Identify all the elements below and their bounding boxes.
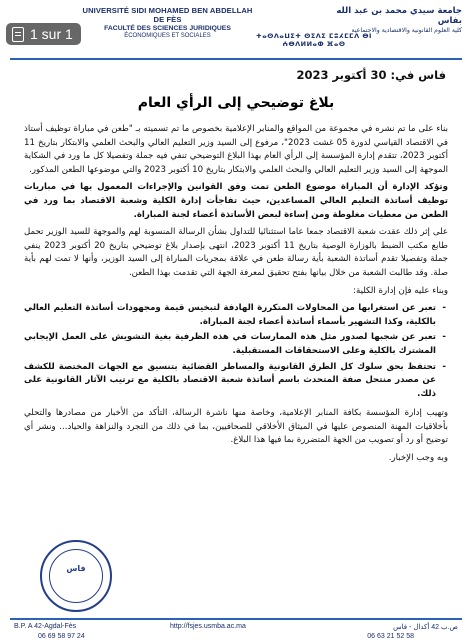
university-fr-line: UNIVERSITÉ SIDI MOHAMED BEN ABDELLAH DE FÈS <box>82 6 253 24</box>
faculty-fr-line-2: ÉCONOMIQUES ET SOCIALES <box>124 33 211 39</box>
bullet-list <box>24 302 448 401</box>
bullet-item: - تعبر عن شجبها لصدور مثل هذه الممارسات في هذه الظرفية بغية التشويش على العمل الإيجابي المشترك بالكلية وعلى الاستحقاقات المستقبلية. <box>24 331 436 358</box>
document-title: بلاغ توضيحي إلى الرأي العام <box>137 95 335 111</box>
footer-address-fr: B.P. A 42-Agdal-Fès <box>14 623 77 630</box>
footer-phone-1: 06 69 58 97 24 <box>38 633 85 640</box>
closing-paragraph: وتهيب إدارة المؤسسة بكافة المنابر الإعلامية، وخاصة منها ناشرة الرسالة، التأكد من الأخبار من مصادرها والتحلي بأخلاقيات المهنة المنصوص عليها في الميثاق الأخلاقي للصحافيين، بما في ذلك من التجرد والنزاهة والحياد... ونشر أي توضيح أو رد أو تصويب من الجهة المتضررة بما فيها هذا البلاغ. <box>24 408 448 446</box>
paragraph-2: وتؤكد الإدارة أن المباراة موضوع الطعن تمت وفق القوانين والإجراءات المعمول بها في مباريات توظيف أساتذة التعليم العالي المساعدين، حيث تفاجأت إدارة الكلية وشعبة الاقتصاد بما ورد في الطعن من معطيات مغلوطة ومن إساءة لبعض الأساتذة أعضاء لجنة المباراة. <box>24 182 448 220</box>
footer-divider <box>10 618 462 620</box>
faculty-fr-line: FACULTÉ DES SCIENCES JURIDIQUES <box>104 25 231 32</box>
document-icon <box>12 27 24 42</box>
document-body <box>24 123 448 470</box>
page-indicator[interactable] <box>6 23 81 45</box>
faculty-ar-line: كلية العلوم القانونية والاقتصادية والاجتماعية <box>351 27 462 34</box>
university-name-fr <box>80 6 255 39</box>
header-divider <box>10 58 462 60</box>
footer-website: http://fsjes.usmba.ac.ma <box>170 623 246 630</box>
official-stamp <box>40 540 112 612</box>
paragraph-1: بناء على ما تم نشره في مجموعة من المواقع والمنابر الإعلامية بخصوص ما تم تسميته بـ "طعن في مباراة توظيف أستاذ في الاقتصاد القياسي لدورة 05 غشت 2023"، مرفوع إلى السيد وزير التعليم العالي والبحث العلمي والابتكار بتاريخ 11 أكتوبر 2023، تتقدم إدارة المؤسسة إلى الرأي العام بهذا البلاغ التوضيحي تنفي فيه جملة وتفصيلا كل ما ورد في الشكاية الموجهة إلى السيد وزير التعليم العالي والبحث العلمي والابتكار بتاريخ 10 أكتوبر 2023 والتي موضوعها الطعن المذكور. <box>24 124 448 175</box>
amazigh-name: ⵜⴰⵙⴷⴰⵡⵉⵜ ⵙⵉⴷⵉ ⵎⵓⵃⵎⵎⴷ ⴱⵏ ⵄⴱⴷⵍⵍⴰⵀ ⴼⴰⵙ <box>256 32 372 48</box>
university-ar-line: جامعة سيدي محمد بن عبد الله بفاس <box>336 6 462 26</box>
stamp-text: فاس <box>66 564 86 573</box>
footer-phone-2: 06 63 21 52 58 <box>367 633 414 640</box>
paragraph-4: وبناء عليه فإن إدارة الكلية: <box>353 285 448 296</box>
sign-off: وبه وجب الإخبار. <box>388 453 448 464</box>
footer <box>10 621 462 643</box>
document-date: فاس في: 30 أكتوبر 2023 <box>296 68 446 82</box>
bullet-item: - تعبر عن استغرابها من المحاولات المتكررة الهادفة لتبخيس قيمة ومجهودات أساتذة التعليم العالي بالكلية، وكذا التشهير بأسماء أساتذة أعضاء لجنة المباراة. <box>24 302 436 329</box>
letterhead <box>80 6 462 58</box>
paragraph-3: على إثر ذلك عقدت شعبة الاقتصاد جمعا عاما استثنائيا للتداول بشأن الرسالة المنسوبة لهم والموجهة للسيد الوزير تحمل طابع مكتب الضبط بالوزارة الوصية بتاريخ 11 أكتوبر 2023، انتهى بإصدار بلاغ توضيحي بتاريخ 20 أكتوبر 2023 ينفي جملة وتفصيلا تقدم أساتذة الشعبة بأية رسالة طعن في علاقة بمجريات المباراة إلى السيد الوزير، وأنها لا تمت لهم بأية صلة. وقد طالبت الشعبة من خلال بيانها بفتح تحقيق لمعرفة الجهة التي تقدمت بهذا الطعن. <box>24 227 448 278</box>
university-name-ar <box>312 6 462 34</box>
footer-address-ar: ص.ب 42 أكدال - فاس <box>393 624 458 631</box>
bullet-item: - تحتفظ بحق سلوك كل الطرق القانونية والمساطر القضائية بتنسيق مع الجهات المختصة للكشف عن مصدر منتحل صفة المتحدث باسم أساتذة شعبة الاقتصاد بالكلية مع ترتيب الآثار القانونية على ذلك. <box>24 361 436 402</box>
page-indicator-label: 1 sur 1 <box>30 26 73 42</box>
